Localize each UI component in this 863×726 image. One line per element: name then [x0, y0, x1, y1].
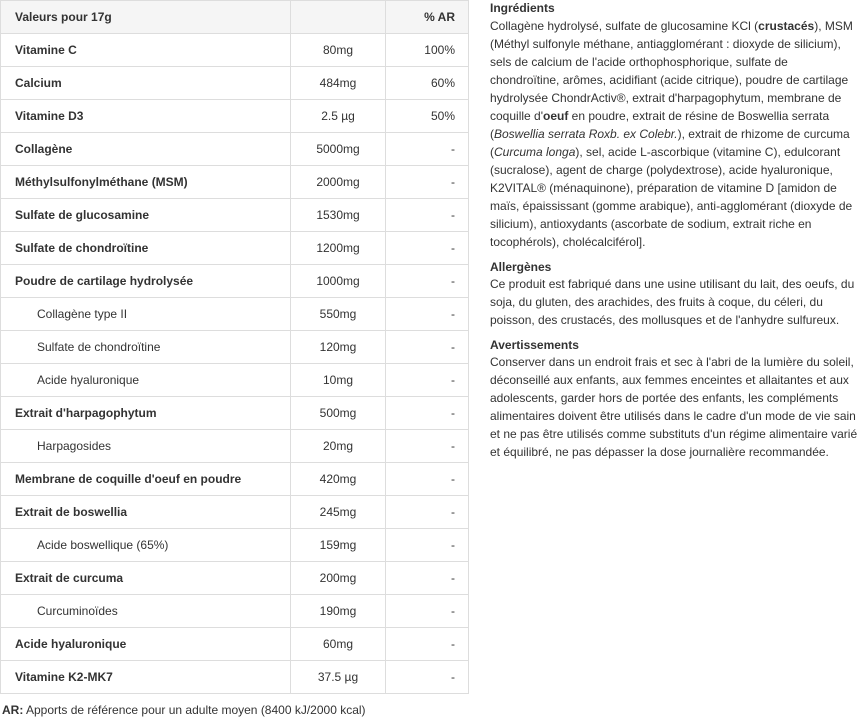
nutrient-name: Poudre de cartilage hydrolysée: [1, 265, 291, 298]
allergens-text: Ce produit est fabriqué dans une usine utilisant du lait, des oeufs, du soja, du gluten, des arachides, des fruits à coque, du céleri, du poisson, des crustacés, des mollusques et de l'anhydre sulfureux.: [490, 277, 855, 327]
nutrient-amount: 1200mg: [291, 232, 386, 265]
nutrient-name: Vitamine K2-MK7: [1, 661, 291, 694]
table-row: [1, 232, 469, 265]
warnings-section: [490, 337, 860, 461]
nutrient-name: Calcium: [1, 67, 291, 100]
ingredients-fragment: ), sel, acide L-ascorbique (vitamine C), edulcorant (sucralose), agent de charge (polydextrose), acide hyaluronique, K2VITAL® (ménaquinone), préparation de vitamine D [amidon de maïs, épaississant (gomme arabique), anti-agglomérant (dioxyde de silicium), antioxydants (ascorbate de sodium, extrait riche en tocophérols), cholécalciférol].: [490, 145, 853, 249]
nutrient-name: Acide boswellique (65%): [1, 529, 291, 562]
header-amount: [291, 1, 386, 34]
nutrient-name: Membrane de coquille d'oeuf en poudre: [1, 463, 291, 496]
nutrient-ar: -: [386, 628, 469, 661]
ingredients-title: Ingrédients: [490, 1, 555, 15]
nutrient-amount: 550mg: [291, 298, 386, 331]
header-ar: % AR: [386, 1, 469, 34]
nutrient-amount: 80mg: [291, 34, 386, 67]
nutrient-ar: -: [386, 595, 469, 628]
nutrient-ar: -: [386, 298, 469, 331]
table-row: [1, 100, 469, 133]
nutrient-name: Acide hyaluronique: [1, 364, 291, 397]
nutrient-amount: 1530mg: [291, 199, 386, 232]
nutrient-name: Sulfate de chondroïtine: [1, 331, 291, 364]
table-row: [1, 430, 469, 463]
allergens-title: Allergènes: [490, 260, 552, 274]
nutrient-name: Collagène: [1, 133, 291, 166]
table-row: [1, 496, 469, 529]
nutrient-name: Vitamine C: [1, 34, 291, 67]
nutrient-name: Sulfate de chondroïtine: [1, 232, 291, 265]
table-row: [1, 265, 469, 298]
table-body: [1, 34, 469, 694]
table-row: [1, 364, 469, 397]
footnote: [2, 703, 366, 717]
nutrient-name: Curcuminoïdes: [1, 595, 291, 628]
nutrient-ar: -: [386, 463, 469, 496]
nutrient-ar: 50%: [386, 100, 469, 133]
nutrient-ar: -: [386, 496, 469, 529]
nutrient-ar: -: [386, 199, 469, 232]
header-name: Valeurs pour 17g: [1, 1, 291, 34]
ingredients-fragment: Collagène hydrolysé, sulfate de glucosamine KCl (: [490, 19, 759, 33]
table-row: [1, 199, 469, 232]
warnings-title: Avertissements: [490, 338, 579, 352]
nutrient-amount: 200mg: [291, 562, 386, 595]
nutrient-name: Extrait d'harpagophytum: [1, 397, 291, 430]
table-header-row: [1, 1, 469, 34]
table-row: [1, 595, 469, 628]
ingredients-fragment: ), extrait de rhizome de curcuma (: [490, 127, 850, 159]
table-row: [1, 67, 469, 100]
nutrient-ar: -: [386, 562, 469, 595]
ingredients-fragment: en poudre, extrait de résine de Boswellia serrata (: [490, 109, 830, 141]
allergen-highlight: crustacés: [758, 19, 815, 33]
ingredients-text: [490, 17, 860, 251]
table-row: [1, 166, 469, 199]
nutrient-ar: -: [386, 166, 469, 199]
nutrient-amount: 2.5 µg: [291, 100, 386, 133]
nutrient-ar: -: [386, 529, 469, 562]
nutrient-name: Méthylsulfonylméthane (MSM): [1, 166, 291, 199]
nutrient-name: Vitamine D3: [1, 100, 291, 133]
table-row: [1, 562, 469, 595]
nutrient-amount: 484mg: [291, 67, 386, 100]
table-row: [1, 529, 469, 562]
latin-name: Boswellia serrata Roxb. ex Colebr.: [494, 127, 678, 141]
allergen-highlight: oeuf: [543, 109, 569, 123]
nutrient-name: Harpagosides: [1, 430, 291, 463]
nutrient-ar: -: [386, 430, 469, 463]
nutrient-amount: 5000mg: [291, 133, 386, 166]
ingredients-fragment: ), MSM (Méthyl sulfonyle méthane, antiagglomérant : dioxyde de silicium), sels de calcium de l'acide orthophosphorique, sulfate de chondroïtine, arômes, acidifiant (acide citrique), poudre de cartilage hydrolysée ChondrActiv®, extrait d'harpagophytum, membrane de coquille d': [490, 19, 853, 123]
nutrient-amount: 500mg: [291, 397, 386, 430]
nutrient-ar: -: [386, 364, 469, 397]
table-row: [1, 34, 469, 67]
info-column: [490, 0, 860, 461]
nutrient-ar: -: [386, 661, 469, 694]
nutrient-amount: 20mg: [291, 430, 386, 463]
nutrient-name: Extrait de boswellia: [1, 496, 291, 529]
table-row: [1, 628, 469, 661]
allergens-section: [490, 259, 860, 329]
footnote-text: Apports de référence pour un adulte moyen (8400 kJ/2000 kcal): [23, 703, 366, 717]
nutrient-ar: -: [386, 397, 469, 430]
table-row: [1, 463, 469, 496]
nutrient-name: Acide hyaluronique: [1, 628, 291, 661]
nutrient-name: Collagène type II: [1, 298, 291, 331]
nutrient-ar: 100%: [386, 34, 469, 67]
footnote-label: AR:: [2, 703, 24, 717]
table-row: [1, 397, 469, 430]
nutrient-amount: 10mg: [291, 364, 386, 397]
table-row: [1, 133, 469, 166]
table-row: [1, 331, 469, 364]
nutrient-amount: 159mg: [291, 529, 386, 562]
nutrient-amount: 60mg: [291, 628, 386, 661]
ingredients-section: [490, 0, 860, 251]
nutrient-amount: 2000mg: [291, 166, 386, 199]
nutrient-name: Extrait de curcuma: [1, 562, 291, 595]
nutrient-ar: 60%: [386, 67, 469, 100]
nutrient-ar: -: [386, 133, 469, 166]
nutrient-amount: 245mg: [291, 496, 386, 529]
nutrient-amount: 37.5 µg: [291, 661, 386, 694]
nutrient-ar: -: [386, 265, 469, 298]
warnings-text: Conserver dans un endroit frais et sec à l'abri de la lumière du soleil, déconseillé aux enfants, aux femmes enceintes et allaitantes et aux adolescents, garder hors de portée des enfants, les compléments alimentaires doivent être utilisés dans le cadre d'un mode de vie sain et ne pas être utilisés comme substituts d'un régime alimentaire varié et équilibré, ne pas dépasser la dose journalière recommandée.: [490, 355, 858, 459]
nutrient-amount: 1000mg: [291, 265, 386, 298]
nutrient-ar: -: [386, 331, 469, 364]
table-row: [1, 298, 469, 331]
latin-name: Curcuma longa: [494, 145, 576, 159]
nutrient-ar: -: [386, 232, 469, 265]
nutrient-name: Sulfate de glucosamine: [1, 199, 291, 232]
table-row: [1, 661, 469, 694]
nutrient-amount: 420mg: [291, 463, 386, 496]
nutrient-amount: 120mg: [291, 331, 386, 364]
nutrient-amount: 190mg: [291, 595, 386, 628]
